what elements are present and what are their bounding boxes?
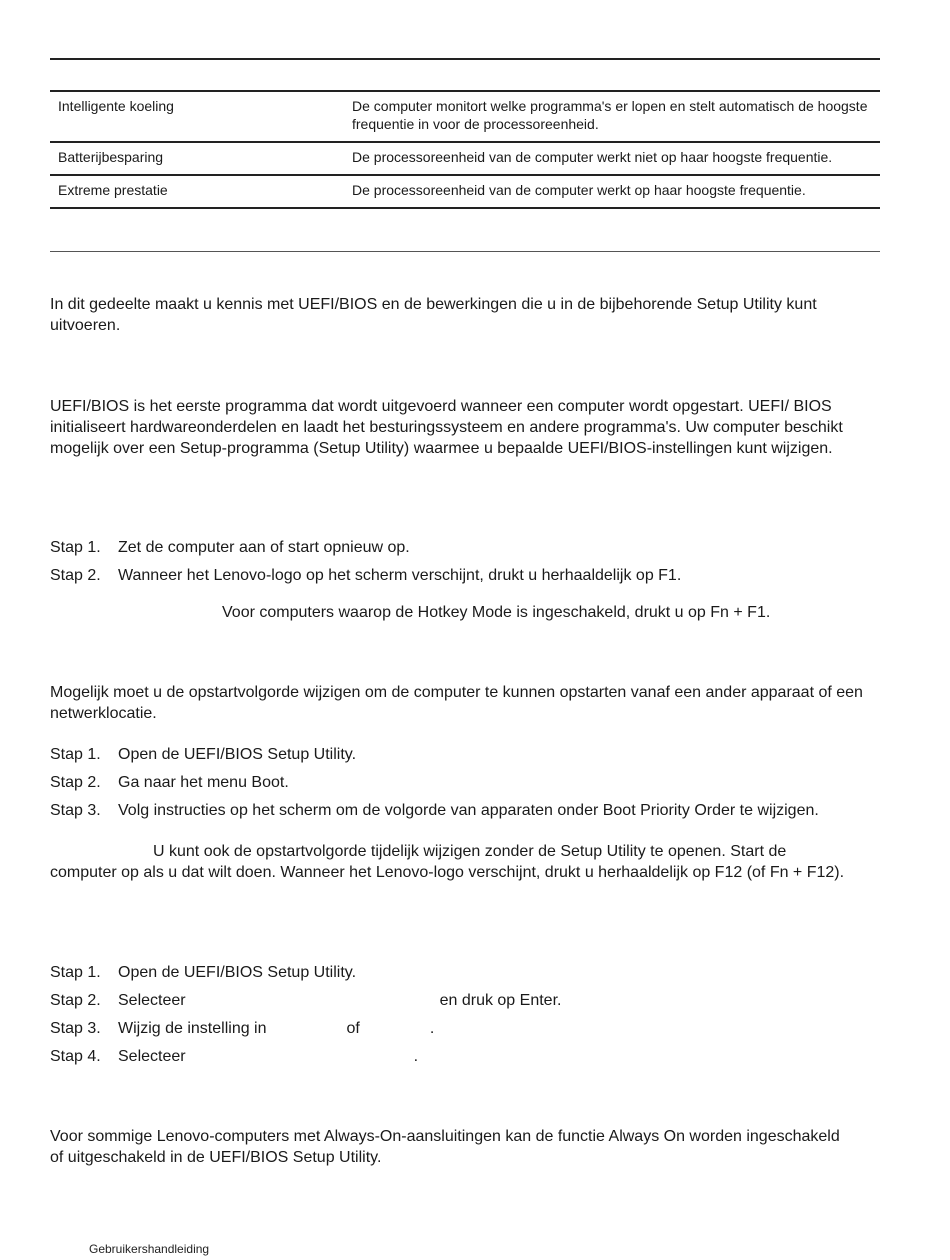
footer-doc-title: Gebruikershandleiding <box>89 1242 210 1256</box>
table-row <box>50 142 880 175</box>
step-label: Stap 1. <box>50 539 101 556</box>
step-text: Volg instructies op het scherm om de volgorde van apparaten onder Boot Priority Order te wijzigen. <box>118 802 819 819</box>
intro-paragraph: In dit gedeelte maakt u kennis met UEFI/BIOS en de bewerkingen die u in de bijbehorende Setup Utility kunt uitvoeren. <box>50 296 817 334</box>
open-setup-step-2 <box>50 565 890 586</box>
table-row <box>50 91 880 142</box>
hotkey-step-4 <box>50 1046 890 1067</box>
boot-order-note-rest: computer op als u dat wilt doen. Wanneer het Lenovo-logo verschijnt, drukt u herhaaldelijk op F12 (of Fn + F12). <box>50 864 845 881</box>
step-text: Open de UEFI/BIOS Setup Utility. <box>118 964 357 981</box>
always-on-paragraph: Voor sommige Lenovo-computers met Always-On-aansluitingen kan de functie Always On worden ingeschakeld of uitgeschakeld in de UEFI/BIOS Setup Utility. <box>50 1128 840 1166</box>
mode-name: Extreme prestatie <box>50 175 344 208</box>
section-divider <box>50 251 880 252</box>
hotkey-note: Voor computers waarop de Hotkey Mode is ingeschakeld, drukt u op Fn + F1. <box>222 604 771 621</box>
step-text: en druk op Enter. <box>439 992 562 1009</box>
mode-name: Intelligente koeling <box>50 91 344 142</box>
step-text: of <box>346 1020 360 1037</box>
step-text: Wijzig de instelling in <box>118 1020 267 1037</box>
hotkey-step-3 <box>50 1018 890 1039</box>
top-divider <box>50 58 880 60</box>
step-label: Stap 1. <box>50 746 101 763</box>
performance-mode-table <box>50 90 880 209</box>
step-text: . <box>429 1020 435 1037</box>
step-text: Zet de computer aan of start opnieuw op. <box>118 539 410 556</box>
mode-name: Batterijbesparing <box>50 142 344 175</box>
step-text: . <box>413 1048 419 1065</box>
hotkey-step-2 <box>50 990 890 1011</box>
open-setup-step-1 <box>50 537 890 558</box>
boot-order-note-line-1: U kunt ook de opstartvolgorde tijdelijk wijzigen zonder de Setup Utility te openen. Start de <box>153 843 787 860</box>
step-label: Stap 1. <box>50 964 101 981</box>
table-row <box>50 175 880 208</box>
mode-description: De computer monitort welke programma's er lopen en stelt automatisch de hoogste frequentie in voor de processoreenheid. <box>344 91 880 142</box>
step-label: Stap 3. <box>50 1020 101 1037</box>
mode-description: De processoreenheid van de computer werkt niet op haar hoogste frequentie. <box>344 142 880 175</box>
hotkey-step-1 <box>50 962 890 983</box>
step-text: Selecteer <box>118 1048 186 1065</box>
step-label: Stap 2. <box>50 774 101 791</box>
step-label: Stap 2. <box>50 992 101 1009</box>
step-text: Open de UEFI/BIOS Setup Utility. <box>118 746 357 763</box>
step-label: Stap 2. <box>50 567 101 584</box>
step-label: Stap 4. <box>50 1048 101 1065</box>
boot-order-step-3 <box>50 800 890 821</box>
boot-order-step-1 <box>50 744 890 765</box>
boot-order-paragraph: Mogelijk moet u de opstartvolgorde wijzigen om de computer te kunnen opstarten vanaf een ander apparaat of een netwerklocatie. <box>50 684 863 722</box>
mode-description: De processoreenheid van de computer werkt op haar hoogste frequentie. <box>344 175 880 208</box>
step-text: Selecteer <box>118 992 186 1009</box>
step-text: Ga naar het menu Boot. <box>118 774 289 791</box>
boot-order-step-2 <box>50 772 890 793</box>
step-label: Stap 3. <box>50 802 101 819</box>
step-text: Wanneer het Lenovo-logo op het scherm verschijnt, drukt u herhaaldelijk op F1. <box>118 567 682 584</box>
uefi-description-paragraph: UEFI/BIOS is het eerste programma dat wordt uitgevoerd wanneer een computer wordt opgestart. UEFI/ BIOS initialiseert hardwareonderdelen en laadt het besturingssysteem en andere programma's. Uw computer beschikt mogelijk over een Setup-programma (Setup Utility) waarmee u bepaalde UEFI/BIOS-instellingen kunt wijzigen. <box>50 398 843 457</box>
